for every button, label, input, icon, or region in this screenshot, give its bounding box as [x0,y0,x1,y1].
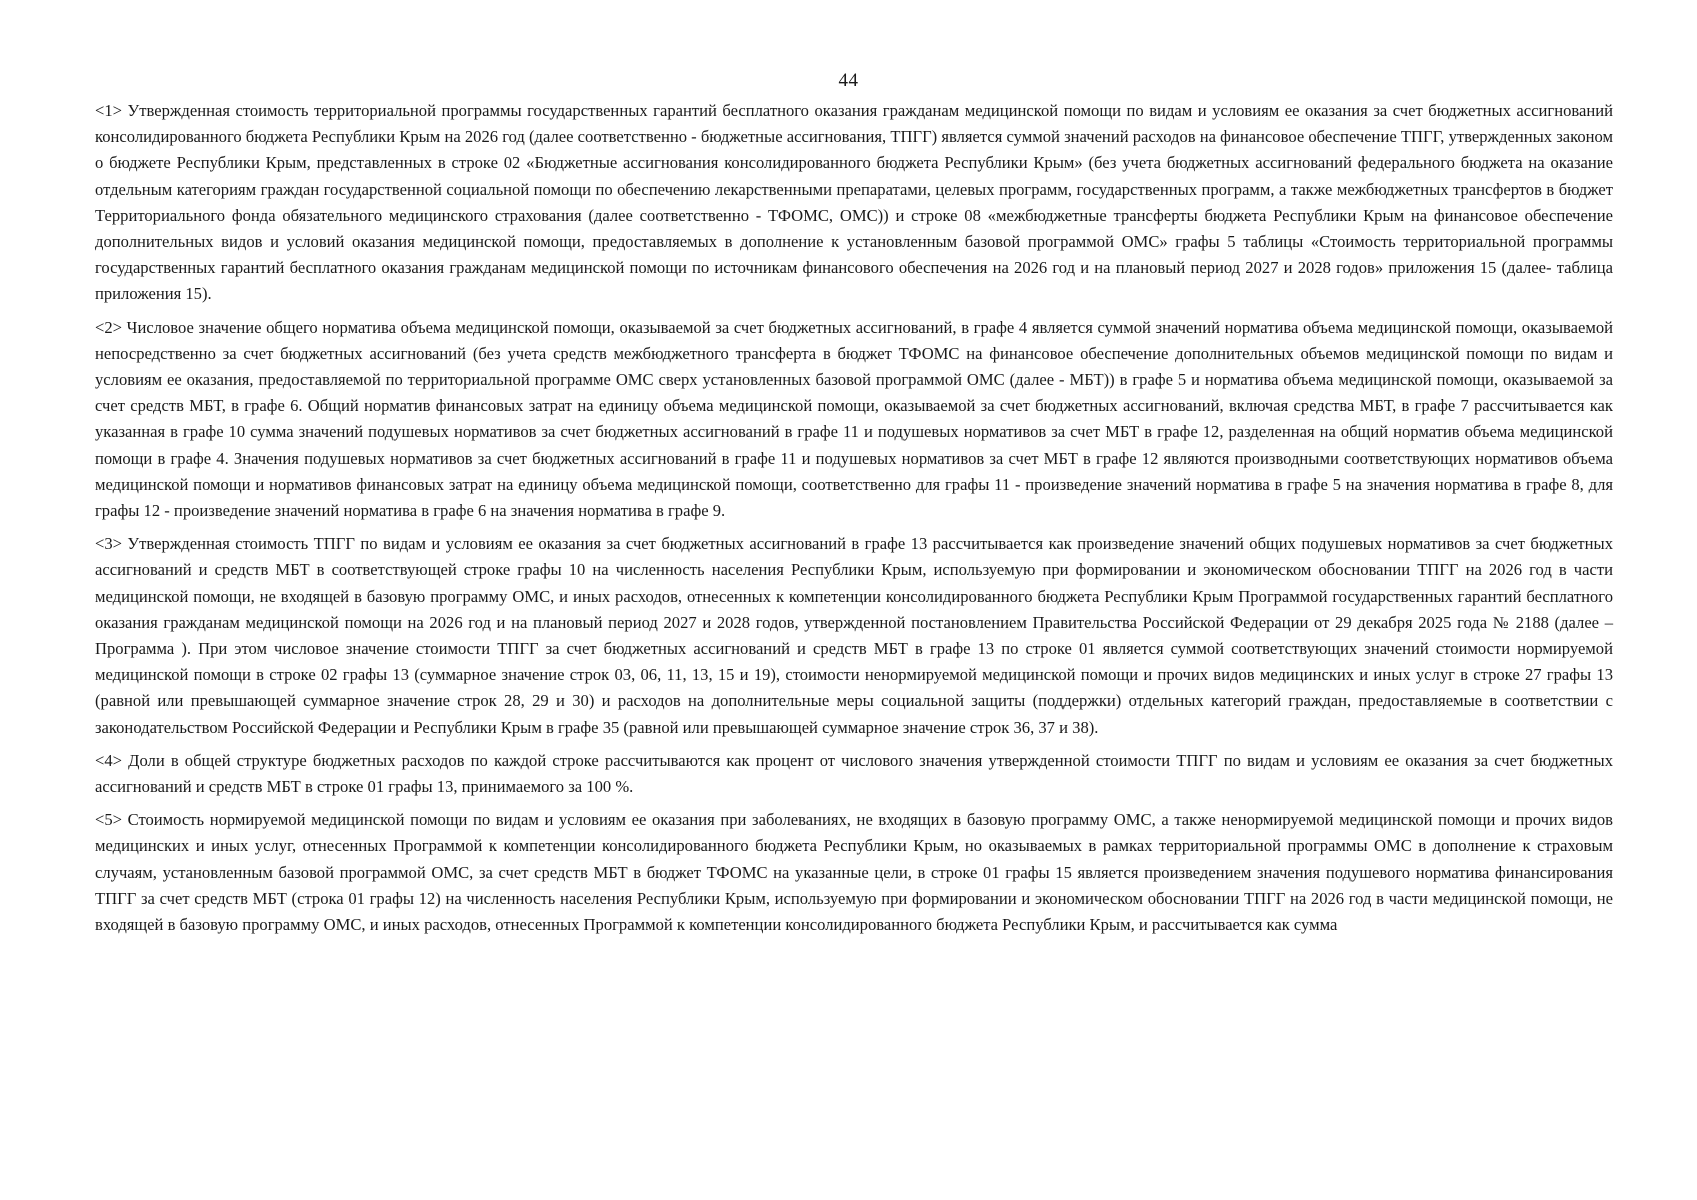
page-number: 44 [838,70,859,91]
footnote-4: <4> Доли в общей структуре бюджетных расходов по каждой строке рассчитываются как процент от числового значения утвержденной стоимости ТПГГ по видам и условиям ее оказания за счет бюджетных ассигнований и средств МБТ в строке 01 графы 13, принимаемого за 100 %. [95,750,1613,797]
footnote-1: <1> Утвержденная стоимость территориальной программы государственных гарантий бесплатного оказания гражданам медицинской помощи по видам и условиям ее оказания за счет бюджетных ассигнований консолидированного бюджета Республики Крым на 2026 год (далее соответственно - бюджетные ассигнования, ТПГГ) является суммой значений расходов на финансовое обеспечение ТПГГ, утвержденных законом о бюджете Республики Крым, представленных в строке 02 «Бюджетные ассигнования консолидированного бюджета Республики Крым» (без учета бюджетных ассигнований федерального бюджета на оказание отдельным категориям граждан государственной социальной помощи по обеспечению лекарственными препаратами, целевых программ, государственных программ, а также межбюджетных трансфертов в бюджет Территориального фонда обязательного медицинского страхования (далее соответственно - ТФОМС, ОМС)) и строке 08 «межбюджетные трансферты бюджета Республики Крым на финансовое обеспечение дополнительных видов и условий оказания медицинской помощи, предоставляемых в дополнение к установленным базовой программой ОМС» графы 5 таблицы «Стоимость территориальной программы государственных гарантий бесплатного оказания гражданам медицинской помощи по источникам финансового обеспечения на 2026 год и на плановый период 2027 и 2028 годов» приложения 15 (далее- таблица приложения 15). [95,101,1613,304]
footnote-2: <2> Числовое значение общего норматива объема медицинской помощи, оказываемой за счет бюджетных ассигнований, в графе 4 является суммой значений норматива объема медицинской помощи, оказываемой непосредственно за счет бюджетных ассигнований (без учета средств межбюджетного трансферта в бюджет ТФОМС на финансовое обеспечение дополнительных объемов медицинской помощи по видам и условиям ее оказания, предоставляемой по территориальной программе ОМС сверх установленных базовой программой ОМС (далее - МБТ)) в графе 5 и норматива объема медицинской помощи, оказываемой за счет средств МБТ, в графе 6. Общий норматив финансовых затрат на единицу объема медицинской помощи, оказываемой за счет бюджетных ассигнований, включая средства МБТ, в графе 7 рассчитывается как указанная в графе 10 сумма значений подушевых нормативов за счет бюджетных ассигнований в графе 11 и подушевых нормативов за счет МБТ в графе 12, разделенная на общий норматив объема медицинской помощи в графе 4. Значения подушевых нормативов за счет бюджетных ассигнований в графе 11 и подушевых нормативов за счет МБТ в графе 12 являются производными соответствующих нормативов объема медицинской помощи и нормативов финансовых затрат на единицу объема медицинской помощи, соответственно для графы 11 - произведение значений норматива в графе 5 на значения норматива в графе 8, для графы 12 - произведение значений норматива в графе 6 на значения норматива в графе 9. [95,317,1613,521]
footnotes-section [95,98,1613,945]
footnote-5: <5> Стоимость нормируемой медицинской помощи по видам и условиям ее оказания при заболеваниях, не входящих в базовую программу ОМС, а также ненормируемой медицинской помощи и прочих видов медицинских и иных услуг, отнесенных Программой к компетенции консолидированного бюджета Республики Крым, но оказываемых в рамках территориальной программы ОМС в дополнение к страховым случаям, установленным базовой программой ОМС, за счет средств МБТ в бюджет ТФОМС на указанные цели, в строке 01 графы 15 является произведением значения подушевого норматива финансирования ТПГГ за счет средств МБТ (строка 01 графы 12) на численность населения Республики Крым, используемую при формировании и экономическом обосновании ТПГГ на 2026 год в части медицинской помощи, не входящей в базовую программу ОМС, и иных расходов, отнесенных Программой к компетенции консолидированного бюджета Республики Крым, и рассчитывается как сумма [95,810,1613,935]
footnote-3: <3> Утвержденная стоимость ТПГГ по видам и условиям ее оказания за счет бюджетных ассигнований в графе 13 рассчитывается как произведение значений общих подушевых нормативов за счет бюджетных ассигнований и средств МБТ в соответствующей строке графы 10 на численность населения Республики Крым, используемую при формировании и экономическом обосновании ТПГГ на 2026 год в части медицинской помощи, не входящей в базовую программу ОМС, и иных расходов, отнесенных к компетенции консолидированного бюджета Республики Крым Программой государственных гарантий бесплатного оказания гражданам медицинской помощи на 2026 год и на плановый период 2027 и 2028 годов, утвержденной постановлением Правительства Российской Федерации от 29 декабря 2025 года № 2188 (далее – Программа ). При этом числовое значение стоимости ТПГГ за счет бюджетных ассигнований и средств МБТ в графе 13 по строке 01 является суммой соответствующих значений стоимости нормируемой медицинской помощи в строке 02 графы 13 (суммарное значение строк 03, 06, 11, 13, 15 и 19), стоимости ненормируемой медицинской помощи и прочих видов медицинских и иных услуг в строке 27 графы 13 (равной или превышающей суммарное значение строк 28, 29 и 30) и расходов на дополнительные меры социальной защиты (поддержки) отдельных категорий граждан, предоставляемые в соответствии с законодательством Российской Федерации и Республики Крым в графе 35 (равной или превышающей суммарное значение строк 36, 37 и 38). [95,534,1613,737]
